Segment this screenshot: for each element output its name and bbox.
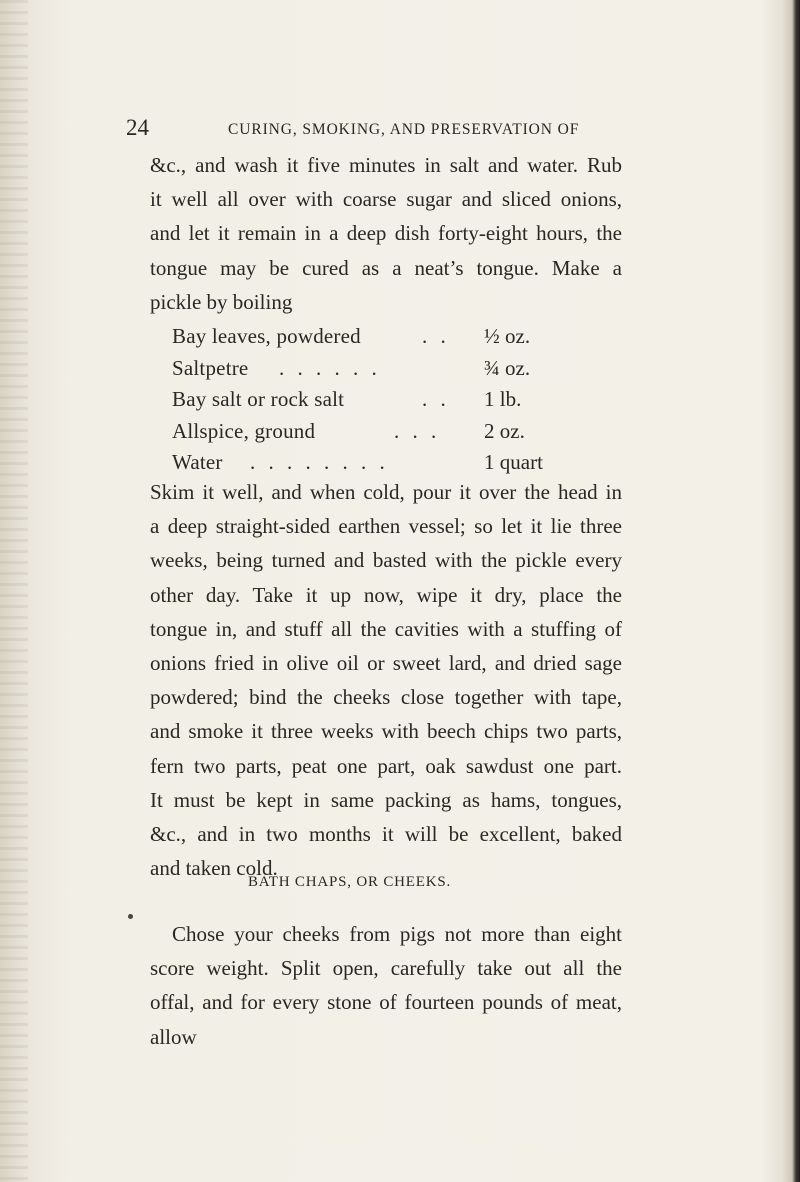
ingredient-quantity: 2 oz. — [484, 418, 525, 443]
ingredient-name: Saltpetre — [172, 355, 249, 380]
text-line: tongue may be cured as a neat’s tongue. Make a — [150, 255, 622, 280]
paragraph-method — [150, 475, 622, 885]
text-line: Chose your cheeks from pigs not more than eight — [172, 922, 622, 946]
running-head — [126, 115, 766, 145]
page-gutter — [0, 0, 28, 1182]
text-line: and taken cold. — [150, 856, 278, 881]
text-line: fern two parts, peat one part, oak sawdust one part. — [150, 753, 622, 778]
text-line: powdered; bind the cheeks close together with tape, — [150, 685, 622, 710]
text-line: score weight. Split open, carefully take out all the — [150, 956, 622, 981]
ingredient-quantity: 1 lb. — [484, 387, 522, 411]
text-line: and let it remain in a deep dish forty-eight hours, the — [150, 221, 622, 246]
text-line: weeks, being turned and basted with the pickle every — [150, 548, 622, 573]
text-line: &c., and wash it five minutes in salt and water. Rub — [150, 153, 622, 177]
ingredient-row — [172, 419, 622, 451]
leader-dots: . . . — [394, 418, 441, 443]
text-line: It must be kept in same packing as hams, tongues, — [150, 787, 622, 812]
ingredient-name: Allspice, ground — [172, 418, 316, 443]
text-line: and smoke it three weeks with beech chips two parts, — [150, 719, 622, 744]
ingredient-quantity: ½ oz. — [484, 324, 531, 348]
ingredient-quantity: 1 quart — [484, 450, 543, 474]
text-line: it well all over with coarse sugar and sliced onions, — [150, 187, 622, 212]
leader-dots: . . . . . . — [279, 355, 381, 380]
pickle-ingredient-list — [172, 324, 622, 482]
section-heading: BATH CHAPS, OR CHEEKS. — [248, 874, 452, 890]
text-line: &c., and in two months it will be excellent, baked — [150, 822, 622, 847]
paragraph-bath-chaps — [150, 917, 622, 1054]
ingredient-name: Water — [172, 450, 223, 474]
ingredient-name: Bay salt or rock salt — [172, 387, 345, 411]
ingredient-quantity: ¾ oz. — [484, 355, 531, 380]
leader-dots: . . . . . . . . — [250, 450, 389, 474]
text-line: allow — [150, 1024, 197, 1049]
text-line: pickle by boiling — [150, 289, 293, 314]
text-line: offal, and for every stone of fourteen pounds of meat, — [150, 990, 622, 1015]
text-line: onions fried in olive oil or sweet lard, and dried sage — [150, 651, 622, 676]
text-line: tongue in, and stuff all the cavities with a stuffing of — [150, 616, 622, 641]
leader-dots: . . — [422, 387, 450, 411]
ingredient-row — [172, 387, 622, 419]
ink-speck — [128, 914, 133, 919]
text-line: Skim it well, and when cold, pour it over the head in — [150, 480, 622, 504]
leader-dots: . . — [422, 324, 450, 348]
ingredient-row — [172, 356, 622, 388]
paragraph-intro — [150, 148, 622, 319]
page-number: 24 — [126, 115, 149, 140]
text-line: a deep straight-sided earthen vessel; so let it lie three — [150, 514, 622, 539]
ingredient-row — [172, 324, 622, 356]
ingredient-name: Bay leaves, powdered — [172, 324, 361, 348]
text-line: other day. Take it up now, wipe it dry, place the — [150, 582, 622, 607]
running-head-title: CURING, SMOKING, AND PRESERVATION OF — [228, 121, 580, 138]
